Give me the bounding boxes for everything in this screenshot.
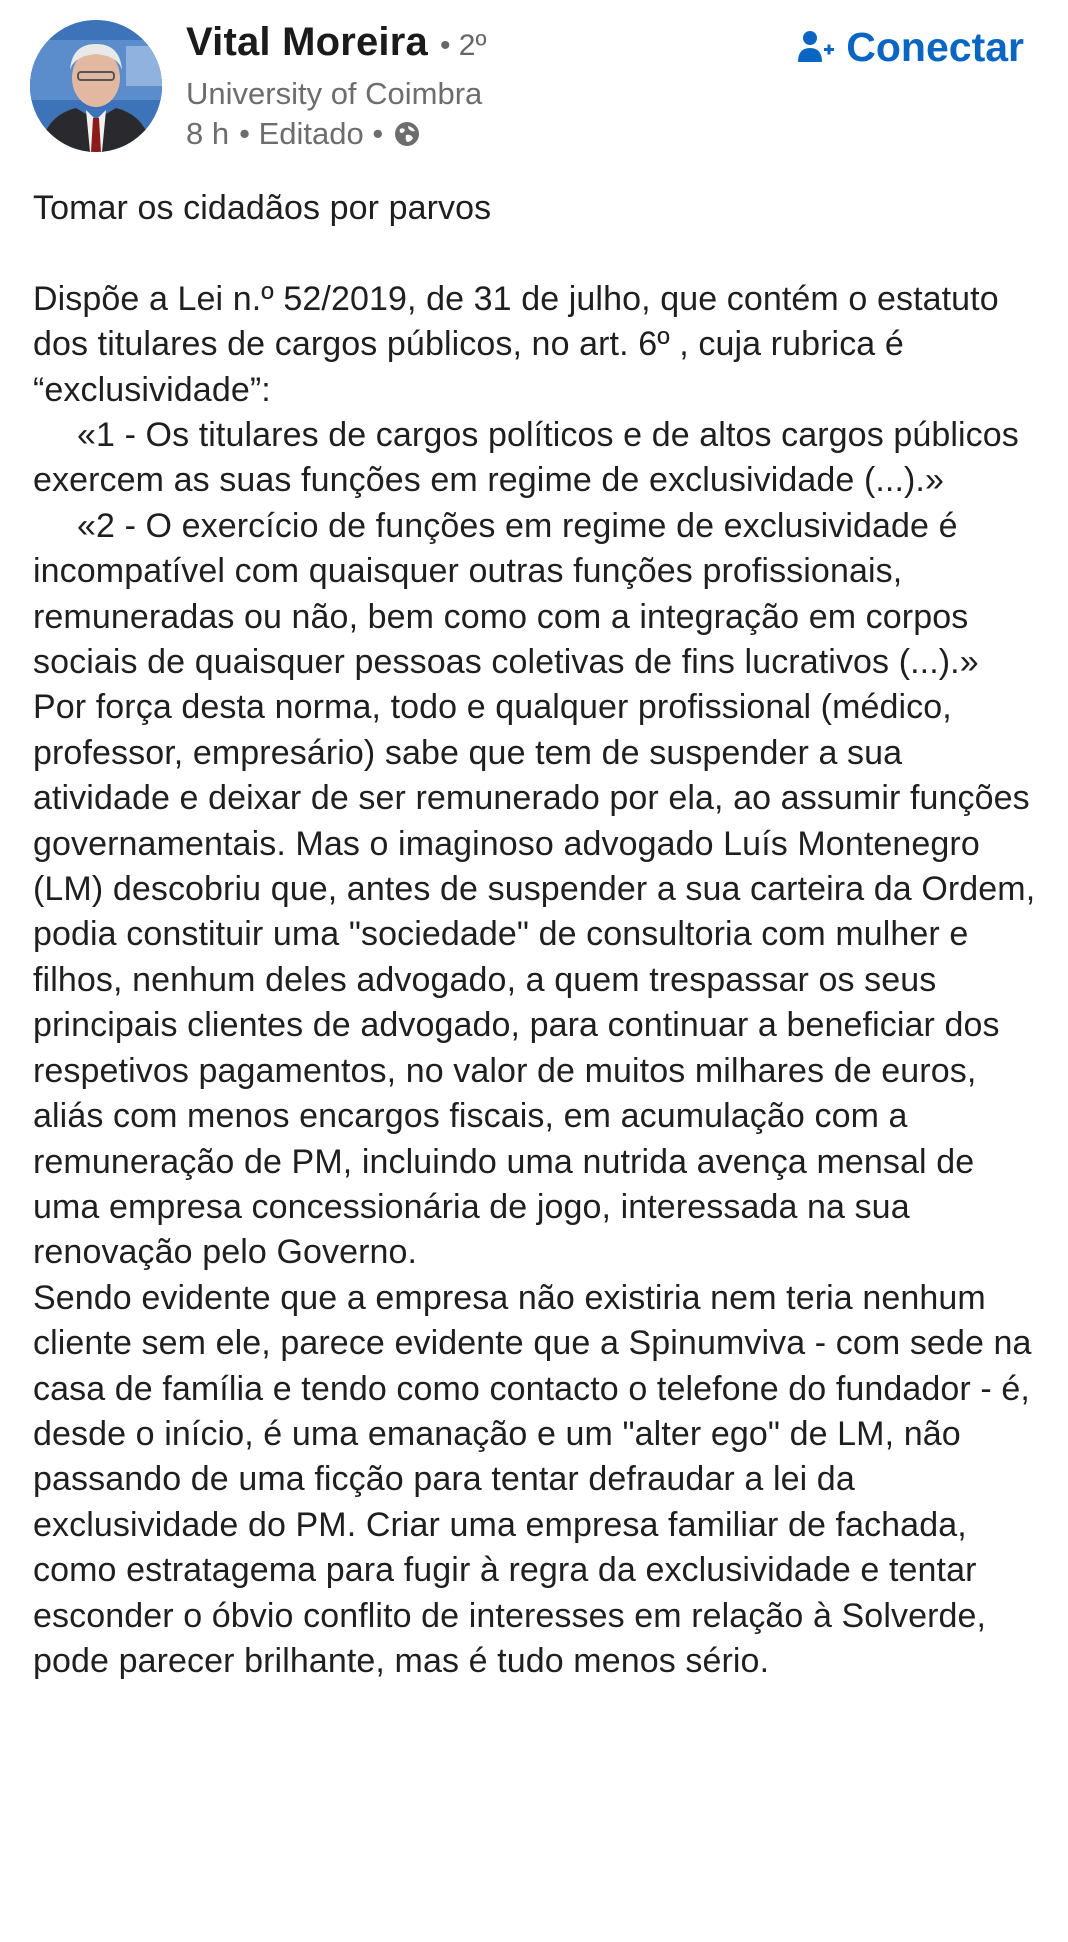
avatar[interactable]	[30, 20, 162, 152]
post-quote-1: «1 - Os titulares de cargos políticos e de altos cargos públicos exercem as suas funções em regime de exclusividade (...).»	[33, 416, 1019, 500]
post-paragraph-conclusion: Sendo evidente que a empresa não existiria nem teria nenhum cliente sem ele, parece evidente que a Spinumviva - com sede na casa de família e tendo como contacto o telefone do fundador - é, desde o início, é uma emanação e um "alter ego" de LM, não passando de uma ficção para tentar defraudar a lei da exclusividade do PM. Criar uma empresa familiar de fachada, como estratagema para fugir à regra da exclusividade e tentar esconder o óbvio conflito de interesses em relação à Solverde, pode parecer brilhante, mas é tudo menos sério.	[33, 1278, 1032, 1680]
add-person-icon	[796, 28, 836, 68]
connection-degree: • 2º	[439, 29, 487, 62]
post-body	[33, 186, 1043, 1684]
post-paragraph-intro: Dispõe a Lei n.º 52/2019, de 31 de julho, que contém o estatuto dos titulares de cargos públicos, no art. 6º , cuja rubrica é “exclusividade”:	[33, 279, 999, 409]
post-meta	[186, 114, 486, 154]
post-paragraph-main: Por força desta norma, todo e qualquer profissional (médico, professor, empresário) sabe que tem de suspender a sua atividade e deixar de ser remunerado por ela, ao assumir funções governamentais. Mas o imaginoso advogado Luís Montenegro (LM) descobriu que, antes de suspender a sua carteira da Ordem, podia constituir uma "sociedade" de consultoria com mulher e filhos, nenhum deles advogado, a quem trespassar os seus principais clientes de advogado, para continuar a beneficiar dos respetivos pagamentos, no valor de muitos milhares de euros, aliás com menos encargos fiscais, em acumulação com a remuneração de PM, incluindo uma nutrida avença mensal de uma empresa concessionária de jogo, interessada na sua renovação pelo Governo.	[33, 688, 1036, 1272]
post-title: Tomar os cidadãos por parvos	[33, 189, 492, 227]
connect-label: Conectar	[846, 24, 1024, 70]
post-quote-2: «2 - O exercício de funções em regime de exclusividade é incompatível com quaisquer outras funções profissionais, remuneradas ou não, bem como com a integração em corpos sociais de quaisquer pessoas coletivas de fins lucrativos (...).»	[33, 506, 979, 682]
avatar-photo	[30, 20, 162, 152]
edited-label: • Editado •	[239, 116, 384, 151]
author-headline: University of Coimbra	[186, 76, 483, 111]
globe-icon	[393, 120, 421, 148]
connect-button[interactable]	[796, 24, 1024, 71]
author-name[interactable]: Vital Moreira	[186, 20, 428, 64]
post-time: 8 h	[186, 116, 230, 151]
post-header	[0, 0, 1068, 170]
author-info	[186, 20, 486, 154]
author-name-line	[186, 20, 486, 72]
